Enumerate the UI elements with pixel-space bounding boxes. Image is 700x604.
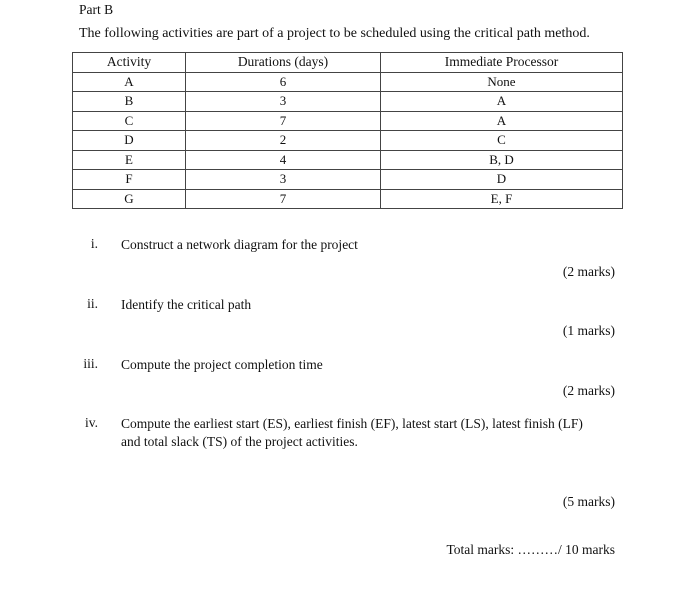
cell-predecessor: A [381, 111, 623, 131]
cell-duration: 3 [186, 170, 381, 190]
question-number: iv. [85, 415, 98, 430]
header-predecessor: Immediate Processor [381, 53, 623, 73]
table-row [73, 131, 623, 151]
question-number: iii. [83, 356, 98, 371]
table-header-row [73, 53, 623, 73]
table-row [73, 92, 623, 112]
question-text-line1: Compute the earliest start (ES), earliest finish (EF), latest start (LS), latest finish (LF) [121, 416, 583, 431]
question-text: Identify the critical path [121, 297, 252, 312]
question-text: Compute the project completion time [121, 357, 323, 372]
part-title: Part B [79, 2, 114, 17]
cell-duration: 3 [186, 92, 381, 112]
question-marks: (5 marks) [562, 494, 615, 509]
question-text-line2: and total slack (TS) of the project activities. [121, 434, 358, 449]
intro-text: The following activities are part of a project to be scheduled using the critical path method. [79, 26, 590, 41]
table-row [73, 189, 623, 209]
question-number: ii. [87, 296, 98, 311]
question-marks: (2 marks) [562, 383, 615, 398]
table-row [73, 72, 623, 92]
cell-activity: E [73, 150, 186, 170]
cell-predecessor: A [381, 92, 623, 112]
total-marks: Total marks: ………/ 10 marks [446, 542, 615, 557]
cell-duration: 6 [186, 72, 381, 92]
header-duration: Durations (days) [186, 53, 381, 73]
cell-predecessor: D [381, 170, 623, 190]
cell-duration: 2 [186, 131, 381, 151]
cell-predecessor: C [381, 131, 623, 151]
cell-activity: C [73, 111, 186, 131]
cell-activity: G [73, 189, 186, 209]
header-activity: Activity [73, 53, 186, 73]
cell-predecessor: None [381, 72, 623, 92]
cell-activity: A [73, 72, 186, 92]
question-marks: (1 marks) [562, 323, 615, 338]
table-row [73, 111, 623, 131]
table-row [73, 170, 623, 190]
cell-duration: 4 [186, 150, 381, 170]
cell-duration: 7 [186, 111, 381, 131]
question-text: Construct a network diagram for the project [121, 237, 358, 252]
table-row [73, 150, 623, 170]
cell-activity: D [73, 131, 186, 151]
question-number: i. [90, 236, 98, 251]
cell-duration: 7 [186, 189, 381, 209]
question-marks: (2 marks) [562, 264, 615, 279]
cell-activity: F [73, 170, 186, 190]
cell-activity: B [73, 92, 186, 112]
cell-predecessor: B, D [381, 150, 623, 170]
cell-predecessor: E, F [381, 189, 623, 209]
activity-table [72, 52, 623, 209]
